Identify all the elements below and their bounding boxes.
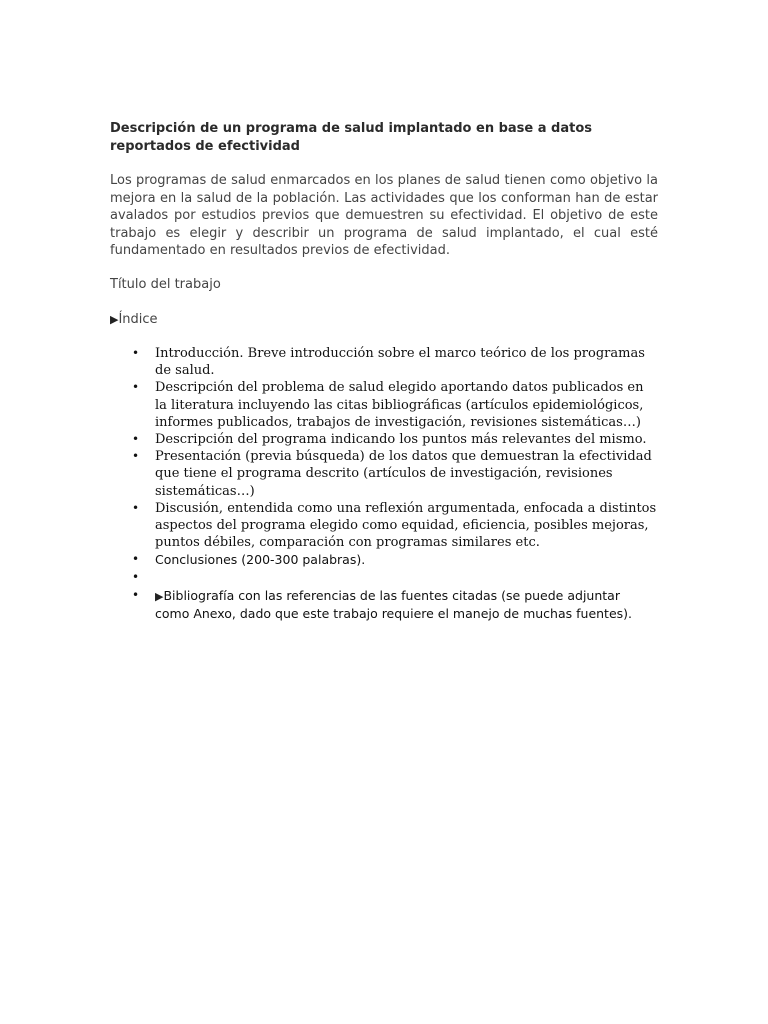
- list-item: [110, 500, 658, 552]
- list-item-text: Conclusiones (200-300 palabras).: [155, 552, 366, 568]
- bullet-icon: •: [132, 449, 140, 464]
- bullet-icon: •: [132, 570, 140, 585]
- list-item: [110, 587, 658, 623]
- list-item: [110, 345, 658, 379]
- triangle-icon: ▶: [110, 313, 119, 326]
- work-title-label: Título del trabajo: [110, 277, 221, 292]
- list-item-text: Descripción del programa indicando los puntos más relevantes del mismo.: [155, 432, 647, 448]
- list-item: [110, 448, 658, 500]
- list-item-text: Presentación (previa búsqueda) de los datos que demuestran la efectividad que tiene el programa descrito (artículos de investigación, revisiones sistemáticas…): [155, 449, 652, 499]
- list-item-text: Discusión, entendida como una reflexión argumentada, enfocada a distintos aspectos del programa elegido como equidad, eficiencia, posibles mejoras, puntos débiles, comparación con programas similares etc.: [155, 500, 657, 551]
- triangle-icon: ▶: [155, 589, 164, 603]
- bullet-icon: •: [132, 587, 140, 602]
- index-heading-text: Índice: [118, 312, 158, 327]
- bullet-icon: •: [132, 346, 140, 360]
- bullet-icon: •: [132, 552, 140, 567]
- document-title: Descripción de un programa de salud implantado en base a datos reportados de efectividad: [110, 121, 593, 154]
- list-item: [110, 431, 658, 448]
- index-heading: [110, 311, 158, 329]
- bullet-icon: •: [132, 432, 140, 447]
- list-item: [110, 551, 658, 569]
- list-item-empty: [110, 569, 658, 587]
- list-item-text: Descripción del problema de salud elegido aportando datos publicados en la literatura incluyendo las citas bibliográficas (artículos epidemiológicos, informes publicados, trabajos de investigación, revisiones sistemáticas…): [155, 380, 644, 430]
- bullet-icon: •: [132, 380, 140, 395]
- list-item-text: Introducción. Breve introducción sobre el marco teórico de los programas de salud.: [155, 346, 645, 379]
- index-list: [110, 345, 658, 623]
- intro-paragraph: Los programas de salud enmarcados en los planes de salud tienen como objetivo la mejora en la salud de la población. Las actividades que los conforman han de estar avalados por estudios previos que demuestren su efectividad. El objetivo de este trabajo es elegir y describir un programa de salud implantado, el cual esté fundamentado en resultados previos de efectividad.: [110, 173, 658, 259]
- list-item-text: Bibliografía con las referencias de las fuentes citadas (se puede adjuntar como Anexo, dado que este trabajo requiere el manejo de muchas fuentes).: [155, 587, 633, 622]
- list-item: [110, 379, 658, 431]
- bullet-icon: •: [132, 500, 140, 515]
